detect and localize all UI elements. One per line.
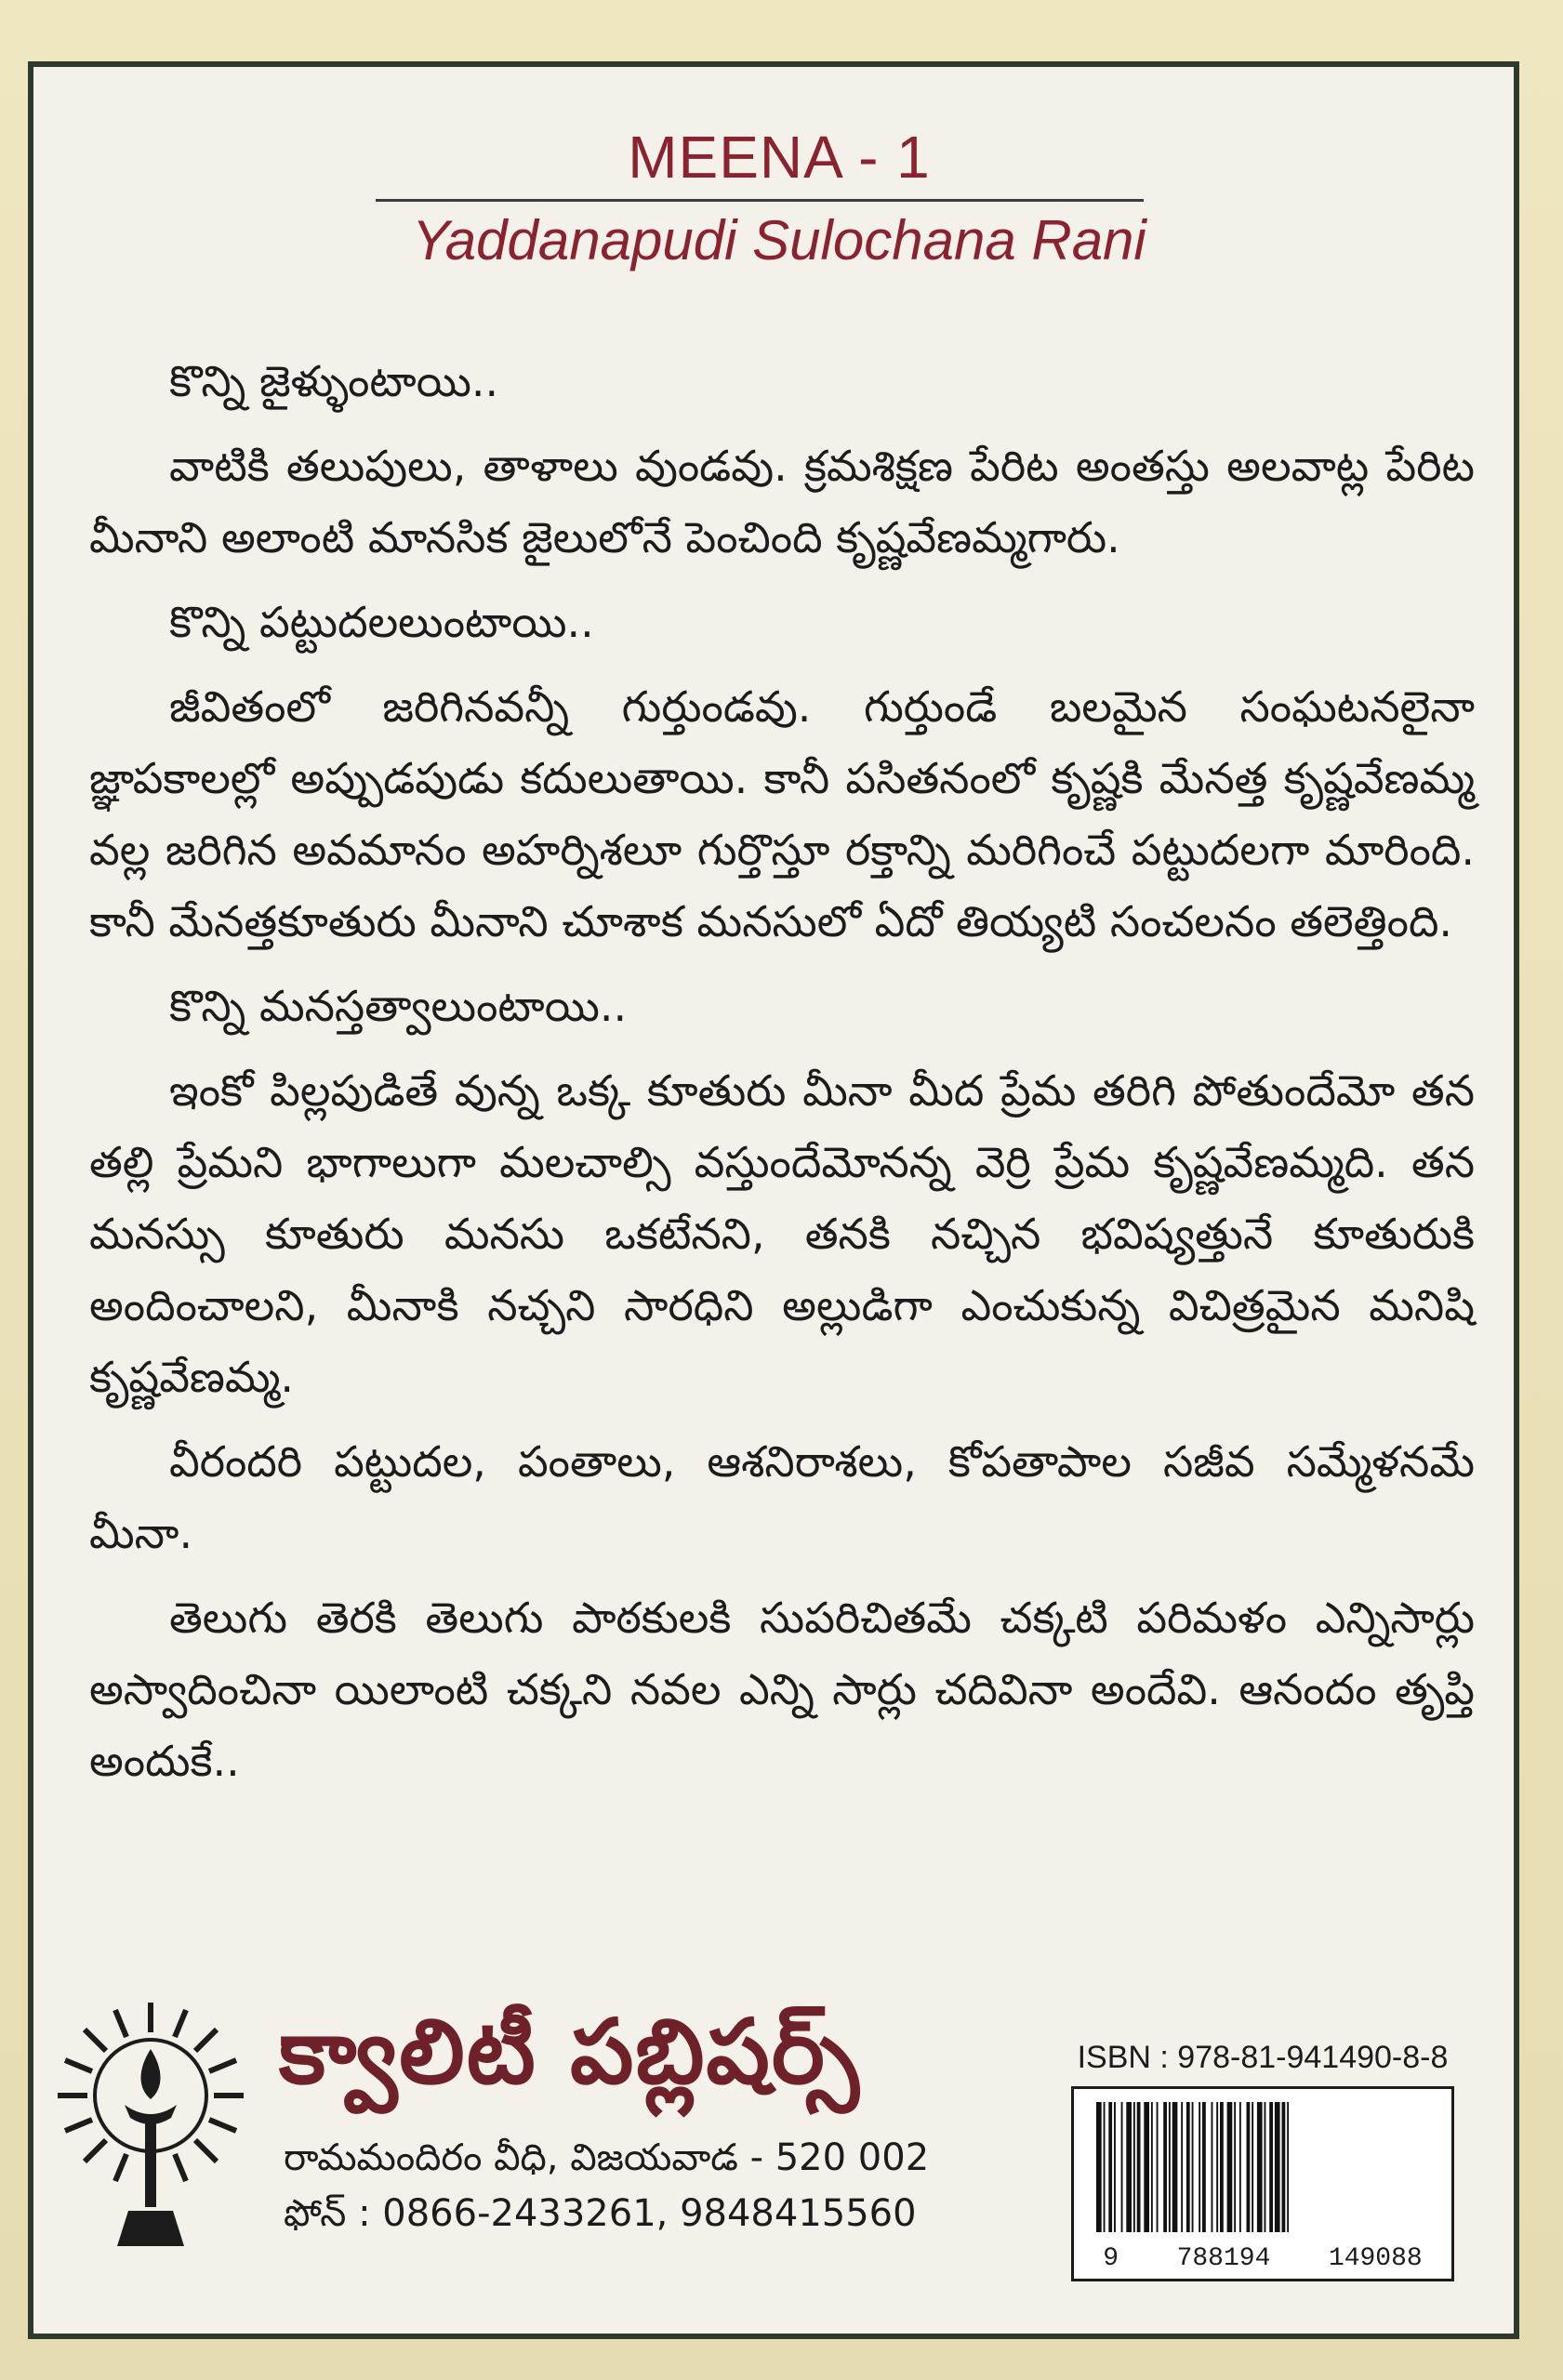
blurb-paragraph: కొన్ని మనస్తత్వాలుంటాయి.. xyxy=(169,981,628,1031)
barcode-bar xyxy=(1234,2102,1236,2232)
barcode-digits xyxy=(1074,2244,1451,2273)
barcode-bar xyxy=(1275,2102,1280,2232)
barcode-bar xyxy=(1252,2102,1253,2232)
publisher-address: రామమందిరం వీధి, విజయవాడ - 520 002 xyxy=(284,2136,930,2179)
blurb-paragraph: కొన్ని జైళ్ళుంటాయి.. xyxy=(169,356,499,406)
oil-lamp-sunburst-icon xyxy=(48,1984,253,2263)
barcode-bar xyxy=(1151,2102,1153,2232)
barcode-bar xyxy=(1137,2102,1141,2232)
barcode-bar xyxy=(1287,2102,1289,2232)
barcode-bar xyxy=(1121,2102,1123,2232)
barcode-digit-group: 149088 xyxy=(1328,2244,1423,2273)
barcode-bar xyxy=(1192,2102,1194,2232)
barcode-bar xyxy=(1108,2102,1112,2232)
barcode-bar xyxy=(1212,2102,1213,2232)
barcode-bar xyxy=(1104,2102,1106,2232)
barcode-bar xyxy=(1133,2102,1135,2232)
publisher-name: క్వాలిటీ పబ్లిషర్స్ xyxy=(279,1999,861,2104)
blurb-paragraph: జీవితంలో జరిగినవన్నీ గుర్తుండవు. గుర్తుండే బలమైన సంఘటనలైనా జ్ఞాపకాలల్లో అప్పుడపుడు కదులుతాయి. కానీ పసితనంలో కృష్ణకి మేనత్త కృష్ణవేణమ్మ వల్ల జరిగిన అవమానం అహర్నిశలూ గుర్తొస్తూ రక్తాన్ని మరిగించే పట్టుదలగా మారింది. కానీ మేనత్తకూతురు మీనాని చూశాక మనసులో ఏదో తియ్యటి సంచలనం తలెత్తింది. xyxy=(89,681,1475,946)
barcode-bar xyxy=(1282,2102,1286,2232)
barcode-bars xyxy=(1074,2095,1451,2243)
barcode-digit-group: 9 xyxy=(1103,2244,1119,2273)
barcode-bar xyxy=(1220,2102,1224,2232)
book-title: MEENA - 1 xyxy=(628,124,931,191)
barcode-bar xyxy=(1265,2102,1266,2232)
blurb-paragraph: వాటికి తలుపులు, తాళాలు వుండవు. క్రమశిక్షణ పేరిట అంతస్తు అలవాట్ల పేరిట మీనాని అలాంటి మానసిక జైలులోనే పెంచింది కృష్ణవేణమ్మగారు. xyxy=(89,441,1475,562)
barcode-bar xyxy=(1157,2102,1159,2232)
author-name: Yaddanapudi Sulochana Rani xyxy=(412,209,1146,271)
barcode-bar xyxy=(1172,2102,1178,2232)
barcode-bar xyxy=(1202,2102,1206,2232)
barcode-bar xyxy=(1169,2102,1171,2232)
barcode-bar xyxy=(1114,2102,1116,2232)
blurb-paragraph: తెలుగు తెరకి తెలుగు పాఠకులకి సుపరిచితమే చక్కటి పరిమళం ఎన్నిసార్లు అస్వాదించినా యిలాంటి చక్కని నవల ఎన్ని సార్లు చదివినా అందేవి. ఆనందం తృప్తి అందుకే.. xyxy=(89,1593,1475,1786)
blurb-paragraph: వీరందరి పట్టుదల, పంతాలు, ఆశనిరాశలు, కోపతాపాల సజీవ సమ్మేళనమే మీనా. xyxy=(89,1436,1475,1558)
barcode-digit-group: 788194 xyxy=(1176,2244,1271,2273)
barcode-bar xyxy=(1269,2102,1273,2232)
barcode-bar xyxy=(1199,2102,1200,2232)
barcode-bar xyxy=(1186,2102,1190,2232)
barcode-bar xyxy=(1096,2102,1102,2232)
blurb-paragraph: ఇంకో పిల్లపుడితే వున్న ఒక్క కూతురు మీనా మీద ప్రేమ తరిగి పోతుందేమో తన తల్లి ప్రేమని భాగాలుగా మలచాల్సి వస్తుందేమోనన్న వెర్రి ప్రేమ కృష్ణవేణమ్మది. తన మనస్సు కూతురు మనసు ఒకటేనని, తనకి నచ్చిన భవిష్యత్తునే కూతురుకి అందించాలని, మీనాకి నచ్చని సారధిని అల్లుడిగా ఎంచుకున్న విచిత్రమైన మనిషి కృష్ణవేణమ్మ. xyxy=(89,1065,1475,1402)
barcode-bar xyxy=(1163,2102,1167,2232)
title-divider xyxy=(376,199,1144,202)
barcode-bar xyxy=(1144,2102,1149,2232)
blurb-paragraph: కొన్ని పట్టుదలలుంటాయి.. xyxy=(169,597,594,647)
isbn-label: ISBN : 978-81-941490-8-8 xyxy=(1077,2040,1449,2075)
barcode-bar xyxy=(1181,2102,1183,2232)
barcode-bar xyxy=(1126,2102,1132,2232)
barcode-bar xyxy=(1257,2102,1263,2232)
barcode xyxy=(1071,2086,1454,2281)
publisher-phone: ఫోన్ : 0866-2433261, 9848415560 xyxy=(284,2192,917,2235)
blurb-text xyxy=(89,346,1475,1805)
barcode-bar xyxy=(1247,2102,1251,2232)
barcode-bar xyxy=(1227,2102,1233,2232)
barcode-bar xyxy=(1216,2102,1218,2232)
barcode-bar xyxy=(1239,2102,1241,2232)
